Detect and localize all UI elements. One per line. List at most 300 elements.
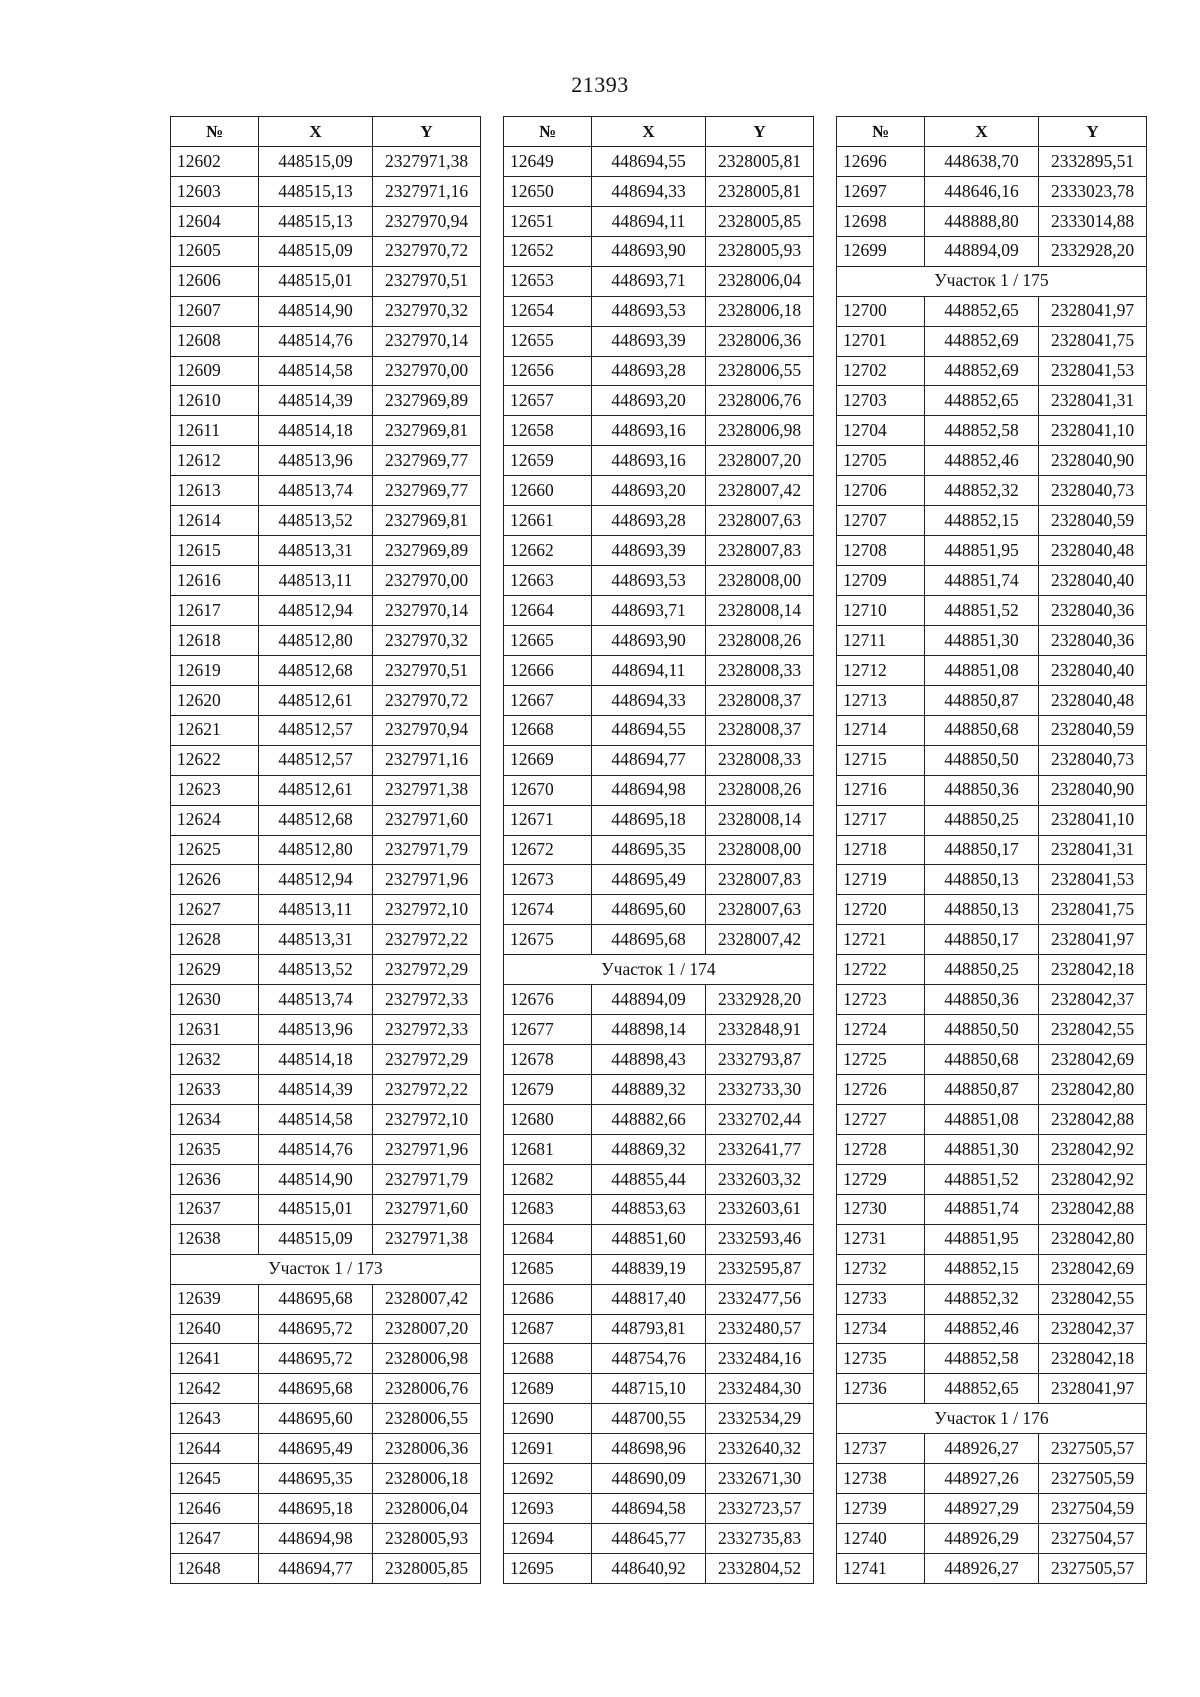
table-row bbox=[171, 446, 481, 476]
point-number-cell: 12734 bbox=[837, 1314, 925, 1344]
point-number-cell: 12672 bbox=[504, 835, 592, 865]
table-row bbox=[504, 745, 814, 775]
y-coordinate-cell: 2332640,32 bbox=[706, 1434, 814, 1464]
point-number-cell: 12619 bbox=[171, 655, 259, 685]
point-number-cell: 12626 bbox=[171, 865, 259, 895]
x-coordinate-cell: 448853,63 bbox=[592, 1194, 706, 1224]
y-coordinate-cell: 2332804,52 bbox=[706, 1554, 814, 1584]
y-coordinate-cell: 2327505,57 bbox=[1039, 1434, 1147, 1464]
x-coordinate-cell: 448695,68 bbox=[592, 925, 706, 955]
table-row bbox=[171, 775, 481, 805]
x-coordinate-cell: 448851,30 bbox=[925, 625, 1039, 655]
coordinates-table-1 bbox=[170, 116, 481, 1584]
x-coordinate-cell: 448515,01 bbox=[259, 1194, 373, 1224]
point-number-cell: 12655 bbox=[504, 326, 592, 356]
x-coordinate-cell: 448640,92 bbox=[592, 1554, 706, 1584]
x-coordinate-cell: 448512,57 bbox=[259, 745, 373, 775]
table-row bbox=[837, 326, 1147, 356]
point-number-cell: 12620 bbox=[171, 685, 259, 715]
x-coordinate-cell: 448850,13 bbox=[925, 865, 1039, 895]
y-coordinate-cell: 2332733,30 bbox=[706, 1075, 814, 1105]
y-coordinate-cell: 2327969,77 bbox=[373, 476, 481, 506]
x-coordinate-cell: 448513,96 bbox=[259, 1015, 373, 1045]
x-coordinate-cell: 448695,72 bbox=[259, 1344, 373, 1374]
table-row bbox=[171, 1284, 481, 1314]
x-coordinate-cell: 448851,08 bbox=[925, 655, 1039, 685]
point-number-cell: 12661 bbox=[504, 506, 592, 536]
x-coordinate-cell: 448514,58 bbox=[259, 1104, 373, 1134]
x-coordinate-cell: 448514,39 bbox=[259, 1075, 373, 1105]
y-coordinate-cell: 2328007,63 bbox=[706, 506, 814, 536]
point-number-cell: 12660 bbox=[504, 476, 592, 506]
table-row bbox=[171, 146, 481, 176]
y-coordinate-cell: 2327504,57 bbox=[1039, 1524, 1147, 1554]
x-coordinate-cell: 448851,74 bbox=[925, 1194, 1039, 1224]
table-row bbox=[837, 416, 1147, 446]
table-row bbox=[837, 1015, 1147, 1045]
point-number-cell: 12603 bbox=[171, 176, 259, 206]
coordinates-table-3 bbox=[836, 116, 1147, 1584]
y-coordinate-cell: 2327972,29 bbox=[373, 1045, 481, 1075]
table-row bbox=[171, 1464, 481, 1494]
point-number-cell: 12614 bbox=[171, 506, 259, 536]
y-coordinate-cell: 2327970,72 bbox=[373, 236, 481, 266]
table-row bbox=[171, 925, 481, 955]
point-number-cell: 12684 bbox=[504, 1224, 592, 1254]
y-coordinate-cell: 2332484,16 bbox=[706, 1344, 814, 1374]
page-number: 21393 bbox=[571, 72, 629, 97]
table-row bbox=[837, 206, 1147, 236]
point-number-cell: 12605 bbox=[171, 236, 259, 266]
header-num: № bbox=[504, 117, 592, 147]
point-number-cell: 12710 bbox=[837, 596, 925, 626]
x-coordinate-cell: 448693,28 bbox=[592, 356, 706, 386]
table-row bbox=[504, 1524, 814, 1554]
point-number-cell: 12713 bbox=[837, 685, 925, 715]
table-row bbox=[504, 1374, 814, 1404]
y-coordinate-cell: 2328006,18 bbox=[373, 1464, 481, 1494]
y-coordinate-cell: 2332484,30 bbox=[706, 1374, 814, 1404]
point-number-cell: 12725 bbox=[837, 1045, 925, 1075]
table-row bbox=[504, 566, 814, 596]
table-row bbox=[171, 296, 481, 326]
table-row bbox=[837, 356, 1147, 386]
x-coordinate-cell: 448690,09 bbox=[592, 1464, 706, 1494]
x-coordinate-cell: 448898,14 bbox=[592, 1015, 706, 1045]
point-number-cell: 12717 bbox=[837, 805, 925, 835]
point-number-cell: 12628 bbox=[171, 925, 259, 955]
table-row bbox=[504, 446, 814, 476]
point-number-cell: 12636 bbox=[171, 1164, 259, 1194]
y-coordinate-cell: 2328042,92 bbox=[1039, 1164, 1147, 1194]
x-coordinate-cell: 448839,19 bbox=[592, 1254, 706, 1284]
table-row bbox=[171, 386, 481, 416]
y-coordinate-cell: 2328006,98 bbox=[706, 416, 814, 446]
table-row bbox=[504, 1254, 814, 1284]
table-row bbox=[837, 566, 1147, 596]
x-coordinate-cell: 448851,95 bbox=[925, 536, 1039, 566]
point-number-cell: 12730 bbox=[837, 1194, 925, 1224]
x-coordinate-cell: 448695,68 bbox=[259, 1284, 373, 1314]
x-coordinate-cell: 448693,28 bbox=[592, 506, 706, 536]
point-number-cell: 12716 bbox=[837, 775, 925, 805]
table-row bbox=[837, 1045, 1147, 1075]
y-coordinate-cell: 2328008,33 bbox=[706, 745, 814, 775]
x-coordinate-cell: 448888,80 bbox=[925, 206, 1039, 236]
x-coordinate-cell: 448926,29 bbox=[925, 1524, 1039, 1554]
y-coordinate-cell: 2328006,04 bbox=[373, 1494, 481, 1524]
x-coordinate-cell: 448514,18 bbox=[259, 416, 373, 446]
point-number-cell: 12646 bbox=[171, 1494, 259, 1524]
table-row bbox=[504, 1015, 814, 1045]
x-coordinate-cell: 448514,58 bbox=[259, 356, 373, 386]
table-row bbox=[837, 146, 1147, 176]
point-number-cell: 12625 bbox=[171, 835, 259, 865]
table-row bbox=[171, 1134, 481, 1164]
table-row bbox=[504, 296, 814, 326]
x-coordinate-cell: 448850,68 bbox=[925, 715, 1039, 745]
x-coordinate-cell: 448693,39 bbox=[592, 536, 706, 566]
table-row bbox=[171, 655, 481, 685]
y-coordinate-cell: 2332702,44 bbox=[706, 1104, 814, 1134]
y-coordinate-cell: 2328040,36 bbox=[1039, 625, 1147, 655]
section-row bbox=[837, 1404, 1147, 1434]
table-row bbox=[504, 1314, 814, 1344]
point-number-cell: 12689 bbox=[504, 1374, 592, 1404]
table-row bbox=[837, 805, 1147, 835]
x-coordinate-cell: 448513,11 bbox=[259, 895, 373, 925]
table-row bbox=[504, 775, 814, 805]
x-coordinate-cell: 448889,32 bbox=[592, 1075, 706, 1105]
x-coordinate-cell: 448513,11 bbox=[259, 566, 373, 596]
y-coordinate-cell: 2332603,61 bbox=[706, 1194, 814, 1224]
table-row bbox=[837, 596, 1147, 626]
table-row bbox=[504, 1075, 814, 1105]
y-coordinate-cell: 2328041,97 bbox=[1039, 1374, 1147, 1404]
table-row bbox=[837, 835, 1147, 865]
y-coordinate-cell: 2328041,53 bbox=[1039, 356, 1147, 386]
table-header-row bbox=[504, 117, 814, 147]
y-coordinate-cell: 2328040,59 bbox=[1039, 506, 1147, 536]
y-coordinate-cell: 2328040,73 bbox=[1039, 476, 1147, 506]
table-header-row bbox=[171, 117, 481, 147]
x-coordinate-cell: 448694,55 bbox=[592, 715, 706, 745]
point-number-cell: 12637 bbox=[171, 1194, 259, 1224]
table-row bbox=[837, 955, 1147, 985]
x-coordinate-cell: 448855,44 bbox=[592, 1164, 706, 1194]
x-coordinate-cell: 448694,11 bbox=[592, 206, 706, 236]
table-row bbox=[837, 296, 1147, 326]
x-coordinate-cell: 448515,09 bbox=[259, 1224, 373, 1254]
point-number-cell: 12738 bbox=[837, 1464, 925, 1494]
section-row bbox=[504, 955, 814, 985]
table-row bbox=[504, 655, 814, 685]
point-number-cell: 12688 bbox=[504, 1344, 592, 1374]
table-row bbox=[171, 566, 481, 596]
point-number-cell: 12703 bbox=[837, 386, 925, 416]
x-coordinate-cell: 448852,69 bbox=[925, 356, 1039, 386]
x-coordinate-cell: 448715,10 bbox=[592, 1374, 706, 1404]
y-coordinate-cell: 2328040,40 bbox=[1039, 566, 1147, 596]
point-number-cell: 12657 bbox=[504, 386, 592, 416]
table-row bbox=[837, 1554, 1147, 1584]
y-coordinate-cell: 2328041,10 bbox=[1039, 416, 1147, 446]
y-coordinate-cell: 2327972,29 bbox=[373, 955, 481, 985]
x-coordinate-cell: 448850,17 bbox=[925, 925, 1039, 955]
table-row bbox=[171, 1554, 481, 1584]
section-row bbox=[837, 266, 1147, 296]
y-coordinate-cell: 2327971,16 bbox=[373, 745, 481, 775]
table-row bbox=[837, 1164, 1147, 1194]
table-row bbox=[837, 985, 1147, 1015]
table-row bbox=[837, 925, 1147, 955]
x-coordinate-cell: 448850,50 bbox=[925, 1015, 1039, 1045]
point-number-cell: 12702 bbox=[837, 356, 925, 386]
table-row bbox=[504, 1194, 814, 1224]
x-coordinate-cell: 448512,68 bbox=[259, 805, 373, 835]
point-number-cell: 12687 bbox=[504, 1314, 592, 1344]
y-coordinate-cell: 2327969,89 bbox=[373, 536, 481, 566]
x-coordinate-cell: 448646,16 bbox=[925, 176, 1039, 206]
x-coordinate-cell: 448693,90 bbox=[592, 236, 706, 266]
y-coordinate-cell: 2328006,55 bbox=[373, 1404, 481, 1434]
table-row bbox=[171, 536, 481, 566]
x-coordinate-cell: 448694,11 bbox=[592, 655, 706, 685]
point-number-cell: 12662 bbox=[504, 536, 592, 566]
y-coordinate-cell: 2332895,51 bbox=[1039, 146, 1147, 176]
point-number-cell: 12692 bbox=[504, 1464, 592, 1494]
point-number-cell: 12639 bbox=[171, 1284, 259, 1314]
y-coordinate-cell: 2327970,94 bbox=[373, 715, 481, 745]
y-coordinate-cell: 2328042,88 bbox=[1039, 1104, 1147, 1134]
table-row bbox=[837, 1284, 1147, 1314]
x-coordinate-cell: 448513,74 bbox=[259, 985, 373, 1015]
table-row bbox=[504, 1134, 814, 1164]
table-row bbox=[504, 536, 814, 566]
point-number-cell: 12632 bbox=[171, 1045, 259, 1075]
table-row bbox=[837, 446, 1147, 476]
x-coordinate-cell: 448693,16 bbox=[592, 416, 706, 446]
x-coordinate-cell: 448695,35 bbox=[259, 1464, 373, 1494]
x-coordinate-cell: 448513,96 bbox=[259, 446, 373, 476]
point-number-cell: 12671 bbox=[504, 805, 592, 835]
section-heading: Участок 1 / 175 bbox=[837, 266, 1147, 296]
point-number-cell: 12685 bbox=[504, 1254, 592, 1284]
point-number-cell: 12609 bbox=[171, 356, 259, 386]
table-row bbox=[837, 1464, 1147, 1494]
x-coordinate-cell: 448645,77 bbox=[592, 1524, 706, 1554]
table-row bbox=[837, 1434, 1147, 1464]
x-coordinate-cell: 448512,94 bbox=[259, 865, 373, 895]
point-number-cell: 12640 bbox=[171, 1314, 259, 1344]
y-coordinate-cell: 2332603,32 bbox=[706, 1164, 814, 1194]
x-coordinate-cell: 448852,32 bbox=[925, 1284, 1039, 1314]
point-number-cell: 12651 bbox=[504, 206, 592, 236]
table-row bbox=[504, 1494, 814, 1524]
table-row bbox=[837, 176, 1147, 206]
x-coordinate-cell: 448852,58 bbox=[925, 416, 1039, 446]
y-coordinate-cell: 2327505,59 bbox=[1039, 1464, 1147, 1494]
point-number-cell: 12664 bbox=[504, 596, 592, 626]
point-number-cell: 12697 bbox=[837, 176, 925, 206]
point-number-cell: 12642 bbox=[171, 1374, 259, 1404]
y-coordinate-cell: 2328041,75 bbox=[1039, 895, 1147, 925]
table-row bbox=[837, 715, 1147, 745]
y-coordinate-cell: 2328040,90 bbox=[1039, 446, 1147, 476]
y-coordinate-cell: 2332723,57 bbox=[706, 1494, 814, 1524]
y-coordinate-cell: 2327971,79 bbox=[373, 835, 481, 865]
table-row bbox=[837, 1314, 1147, 1344]
table-row bbox=[504, 206, 814, 236]
x-coordinate-cell: 448512,61 bbox=[259, 685, 373, 715]
table-row bbox=[171, 1075, 481, 1105]
x-coordinate-cell: 448850,36 bbox=[925, 775, 1039, 805]
table-row bbox=[171, 1045, 481, 1075]
point-number-cell: 12667 bbox=[504, 685, 592, 715]
table-row bbox=[504, 596, 814, 626]
table-row bbox=[504, 1164, 814, 1194]
table-row bbox=[504, 356, 814, 386]
table-row bbox=[837, 1224, 1147, 1254]
x-coordinate-cell: 448927,29 bbox=[925, 1494, 1039, 1524]
table-row bbox=[504, 835, 814, 865]
point-number-cell: 12681 bbox=[504, 1134, 592, 1164]
x-coordinate-cell: 448514,39 bbox=[259, 386, 373, 416]
x-coordinate-cell: 448894,09 bbox=[592, 985, 706, 1015]
point-number-cell: 12680 bbox=[504, 1104, 592, 1134]
table-row bbox=[504, 266, 814, 296]
table-row bbox=[171, 1524, 481, 1554]
table-row bbox=[837, 386, 1147, 416]
table-row bbox=[837, 1104, 1147, 1134]
table-row bbox=[837, 775, 1147, 805]
point-number-cell: 12624 bbox=[171, 805, 259, 835]
header-y: Y bbox=[706, 117, 814, 147]
header-y: Y bbox=[373, 117, 481, 147]
x-coordinate-cell: 448693,20 bbox=[592, 386, 706, 416]
x-coordinate-cell: 448693,90 bbox=[592, 625, 706, 655]
point-number-cell: 12656 bbox=[504, 356, 592, 386]
x-coordinate-cell: 448850,68 bbox=[925, 1045, 1039, 1075]
x-coordinate-cell: 448514,76 bbox=[259, 1134, 373, 1164]
x-coordinate-cell: 448852,65 bbox=[925, 296, 1039, 326]
point-number-cell: 12610 bbox=[171, 386, 259, 416]
point-number-cell: 12721 bbox=[837, 925, 925, 955]
table-row bbox=[504, 985, 814, 1015]
table-row bbox=[837, 685, 1147, 715]
point-number-cell: 12676 bbox=[504, 985, 592, 1015]
y-coordinate-cell: 2328008,37 bbox=[706, 685, 814, 715]
x-coordinate-cell: 448515,13 bbox=[259, 206, 373, 236]
table-row bbox=[504, 506, 814, 536]
y-coordinate-cell: 2328040,59 bbox=[1039, 715, 1147, 745]
x-coordinate-cell: 448695,18 bbox=[592, 805, 706, 835]
table-row bbox=[837, 1194, 1147, 1224]
y-coordinate-cell: 2332534,29 bbox=[706, 1404, 814, 1434]
table-row bbox=[504, 685, 814, 715]
x-coordinate-cell: 448850,50 bbox=[925, 745, 1039, 775]
point-number-cell: 12641 bbox=[171, 1344, 259, 1374]
x-coordinate-cell: 448515,09 bbox=[259, 146, 373, 176]
table-row bbox=[504, 386, 814, 416]
point-number-cell: 12693 bbox=[504, 1494, 592, 1524]
point-number-cell: 12634 bbox=[171, 1104, 259, 1134]
y-coordinate-cell: 2328006,18 bbox=[706, 296, 814, 326]
y-coordinate-cell: 2327971,96 bbox=[373, 1134, 481, 1164]
y-coordinate-cell: 2328041,97 bbox=[1039, 925, 1147, 955]
x-coordinate-cell: 448695,60 bbox=[592, 895, 706, 925]
x-coordinate-cell: 448693,71 bbox=[592, 596, 706, 626]
point-number-cell: 12645 bbox=[171, 1464, 259, 1494]
y-coordinate-cell: 2328007,83 bbox=[706, 865, 814, 895]
y-coordinate-cell: 2328008,00 bbox=[706, 566, 814, 596]
point-number-cell: 12694 bbox=[504, 1524, 592, 1554]
table-row bbox=[837, 745, 1147, 775]
x-coordinate-cell: 448850,17 bbox=[925, 835, 1039, 865]
point-number-cell: 12741 bbox=[837, 1554, 925, 1584]
x-coordinate-cell: 448695,49 bbox=[592, 865, 706, 895]
x-coordinate-cell: 448513,52 bbox=[259, 506, 373, 536]
point-number-cell: 12652 bbox=[504, 236, 592, 266]
table-row bbox=[837, 625, 1147, 655]
x-coordinate-cell: 448512,94 bbox=[259, 596, 373, 626]
x-coordinate-cell: 448852,46 bbox=[925, 1314, 1039, 1344]
x-coordinate-cell: 448695,49 bbox=[259, 1434, 373, 1464]
point-number-cell: 12615 bbox=[171, 536, 259, 566]
y-coordinate-cell: 2327971,60 bbox=[373, 1194, 481, 1224]
y-coordinate-cell: 2328041,75 bbox=[1039, 326, 1147, 356]
point-number-cell: 12705 bbox=[837, 446, 925, 476]
point-number-cell: 12727 bbox=[837, 1104, 925, 1134]
y-coordinate-cell: 2328042,37 bbox=[1039, 985, 1147, 1015]
table-row bbox=[171, 745, 481, 775]
coordinates-table-2 bbox=[503, 116, 814, 1584]
x-coordinate-cell: 448851,60 bbox=[592, 1224, 706, 1254]
x-coordinate-cell: 448694,33 bbox=[592, 176, 706, 206]
header-num: № bbox=[837, 117, 925, 147]
x-coordinate-cell: 448851,95 bbox=[925, 1224, 1039, 1254]
point-number-cell: 12682 bbox=[504, 1164, 592, 1194]
y-coordinate-cell: 2328005,81 bbox=[706, 176, 814, 206]
y-coordinate-cell: 2328040,73 bbox=[1039, 745, 1147, 775]
table-row bbox=[837, 1494, 1147, 1524]
x-coordinate-cell: 448515,01 bbox=[259, 266, 373, 296]
section-row bbox=[171, 1254, 481, 1284]
y-coordinate-cell: 2327969,81 bbox=[373, 506, 481, 536]
point-number-cell: 12666 bbox=[504, 655, 592, 685]
y-coordinate-cell: 2328007,83 bbox=[706, 536, 814, 566]
point-number-cell: 12663 bbox=[504, 566, 592, 596]
y-coordinate-cell: 2327969,77 bbox=[373, 446, 481, 476]
point-number-cell: 12648 bbox=[171, 1554, 259, 1584]
table-row bbox=[171, 1015, 481, 1045]
y-coordinate-cell: 2327970,00 bbox=[373, 356, 481, 386]
point-number-cell: 12698 bbox=[837, 206, 925, 236]
y-coordinate-cell: 2333023,78 bbox=[1039, 176, 1147, 206]
point-number-cell: 12633 bbox=[171, 1075, 259, 1105]
point-number-cell: 12611 bbox=[171, 416, 259, 446]
y-coordinate-cell: 2327970,72 bbox=[373, 685, 481, 715]
x-coordinate-cell: 448693,20 bbox=[592, 476, 706, 506]
point-number-cell: 12732 bbox=[837, 1254, 925, 1284]
point-number-cell: 12712 bbox=[837, 655, 925, 685]
point-number-cell: 12686 bbox=[504, 1284, 592, 1314]
table-row bbox=[504, 416, 814, 446]
point-number-cell: 12678 bbox=[504, 1045, 592, 1075]
x-coordinate-cell: 448515,09 bbox=[259, 236, 373, 266]
y-coordinate-cell: 2328042,92 bbox=[1039, 1134, 1147, 1164]
x-coordinate-cell: 448513,74 bbox=[259, 476, 373, 506]
